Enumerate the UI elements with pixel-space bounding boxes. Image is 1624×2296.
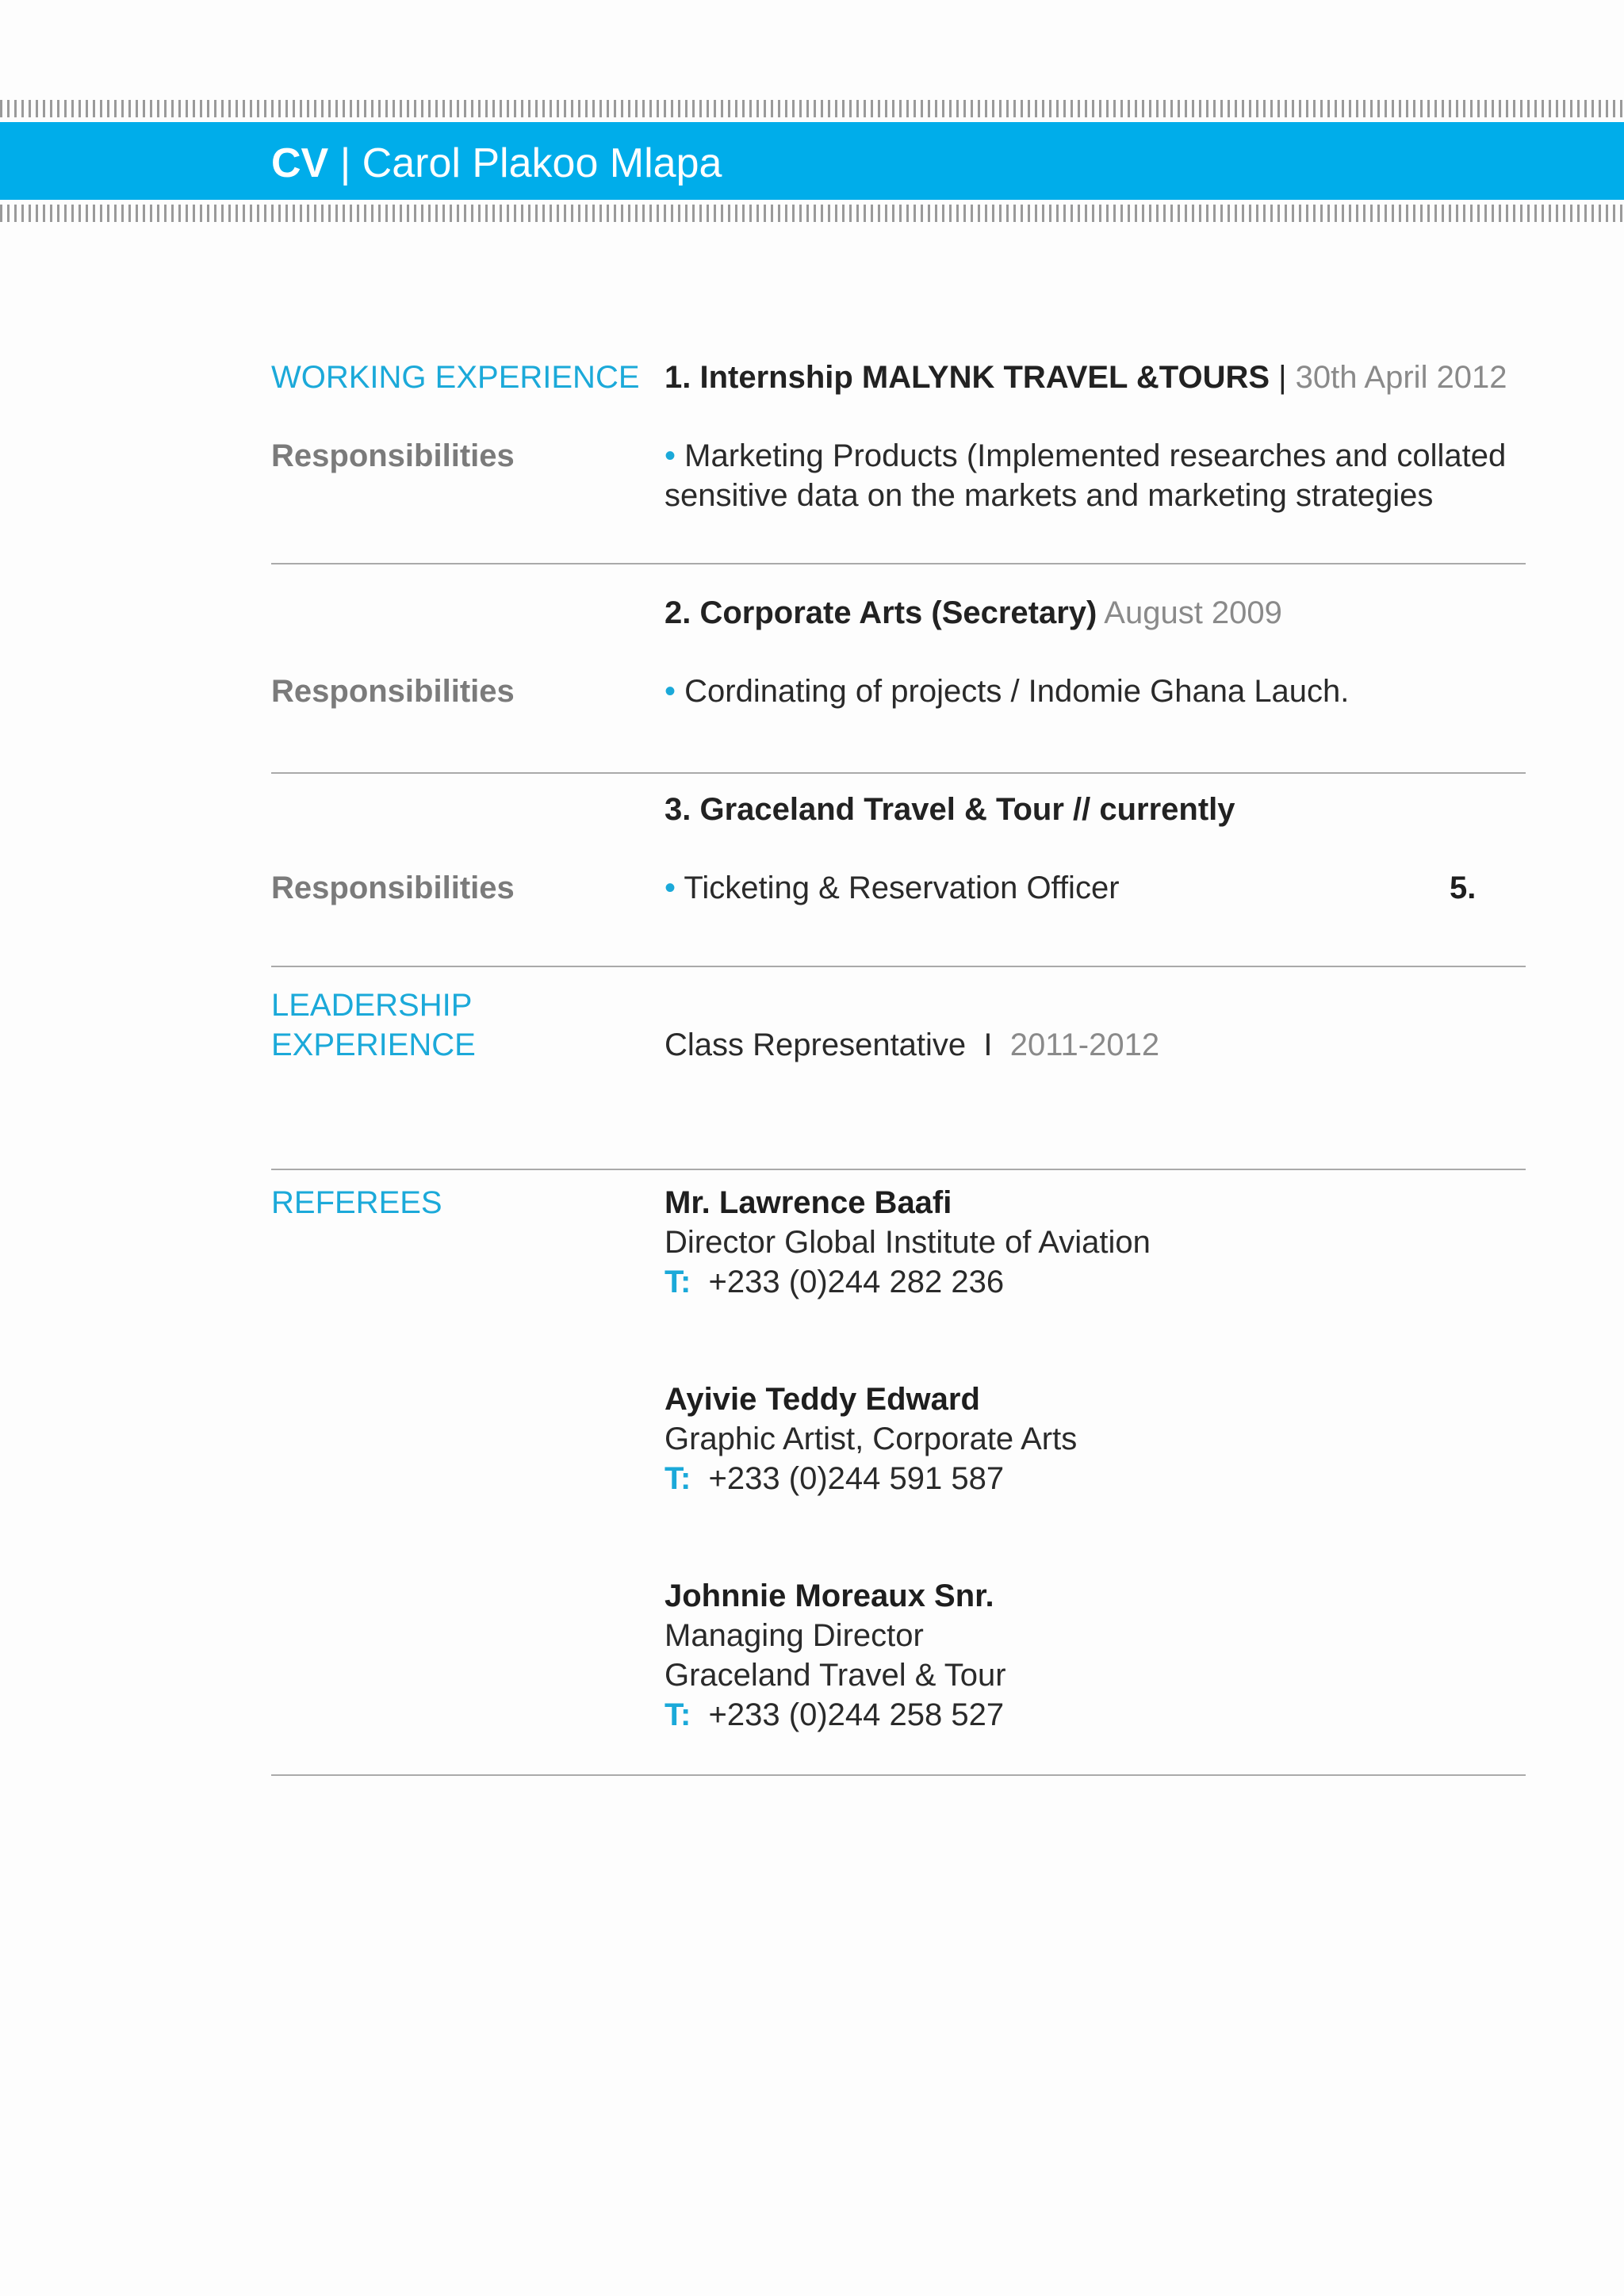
job-1-separator: | <box>1270 360 1296 395</box>
phone-label: T: <box>665 1461 691 1496</box>
job-2-responsibilities-label: Responsibilities <box>271 674 515 709</box>
job-2-date: August 2009 <box>1097 595 1282 630</box>
header-tick-strip-top <box>0 100 1624 117</box>
referee-1-position: Director Global Institute of Aviation <box>665 1225 1151 1260</box>
bullet-icon: • <box>665 674 676 709</box>
job-1-heading <box>665 358 1507 397</box>
job-2-responsibility <box>665 672 1349 711</box>
section-label-leadership-experience <box>271 985 476 1065</box>
divider <box>271 1169 1526 1170</box>
job-1-responsibility <box>665 436 1506 515</box>
section-label-referees: REFEREES <box>271 1185 442 1220</box>
referee-2 <box>665 1380 1077 1498</box>
job-1-date: 30th April 2012 <box>1295 360 1507 395</box>
job-1-responsibility-line-2: sensitive data on the markets and marketing strategies <box>665 478 1434 513</box>
job-2-heading <box>665 593 1282 633</box>
leadership-entry <box>665 1025 1159 1065</box>
bullet-icon: • <box>665 871 676 905</box>
divider <box>271 966 1526 967</box>
header-tick-strip-bottom <box>0 205 1624 222</box>
job-3-heading <box>665 790 1235 829</box>
referee-3-position: Managing Director <box>665 1618 924 1653</box>
referee-3-phone <box>665 1695 1006 1735</box>
job-3-responsibility <box>665 868 1120 908</box>
bullet-icon: • <box>665 438 676 473</box>
job-1-responsibility-line-1: Marketing Products (Implemented researches and collated <box>676 438 1507 473</box>
referee-1-phone-number: +233 (0)244 282 236 <box>691 1265 1005 1299</box>
referee-2-name: Ayivie Teddy Edward <box>665 1382 980 1417</box>
phone-label: T: <box>665 1697 691 1732</box>
job-3-responsibility-line-1: Ticketing & Reservation Officer <box>676 871 1120 905</box>
referee-3-company: Graceland Travel & Tour <box>665 1658 1006 1693</box>
referee-3-phone-number: +233 (0)244 258 527 <box>691 1697 1005 1732</box>
leadership-role: Class Representative <box>665 1027 967 1062</box>
job-3-responsibilities-label: Responsibilities <box>271 871 515 905</box>
page-title <box>271 140 722 187</box>
referee-2-phone-number: +233 (0)244 591 587 <box>691 1461 1005 1496</box>
job-1-responsibilities-label: Responsibilities <box>271 438 515 473</box>
phone-label: T: <box>665 1265 691 1299</box>
list-number-marker: 5. <box>1450 871 1477 905</box>
referee-1-name: Mr. Lawrence Baafi <box>665 1185 952 1220</box>
divider <box>271 772 1526 774</box>
referee-2-position: Graphic Artist, Corporate Arts <box>665 1422 1078 1456</box>
job-2-title: 2. Corporate Arts (Secretary) <box>665 595 1097 630</box>
referee-3-name: Johnnie Moreaux Snr. <box>665 1578 994 1613</box>
divider <box>271 1774 1526 1776</box>
referee-1 <box>665 1183 1151 1302</box>
candidate-name: Carol Plakoo Mlapa <box>362 140 722 186</box>
leadership-label-line-1: LEADERSHIP <box>271 988 473 1023</box>
title-separator: | <box>328 140 362 186</box>
divider <box>271 563 1526 564</box>
section-label-working-experience: WORKING EXPERIENCE <box>271 360 640 395</box>
job-3-title: 3. Graceland Travel & Tour // currently <box>665 792 1235 827</box>
job-1-title: 1. Internship MALYNK TRAVEL &TOURS <box>665 360 1270 395</box>
leadership-separator: I <box>966 1027 1010 1062</box>
job-2-responsibility-line-1: Cordinating of projects / Indomie Ghana Lauch. <box>676 674 1350 709</box>
referee-1-phone <box>665 1262 1151 1302</box>
referee-2-phone <box>665 1459 1077 1498</box>
leadership-label-line-2: EXPERIENCE <box>271 1027 476 1062</box>
cv-label: CV <box>271 140 329 186</box>
leadership-years: 2011-2012 <box>1009 1027 1160 1062</box>
header-band <box>0 122 1624 200</box>
referee-3 <box>665 1576 1006 1735</box>
